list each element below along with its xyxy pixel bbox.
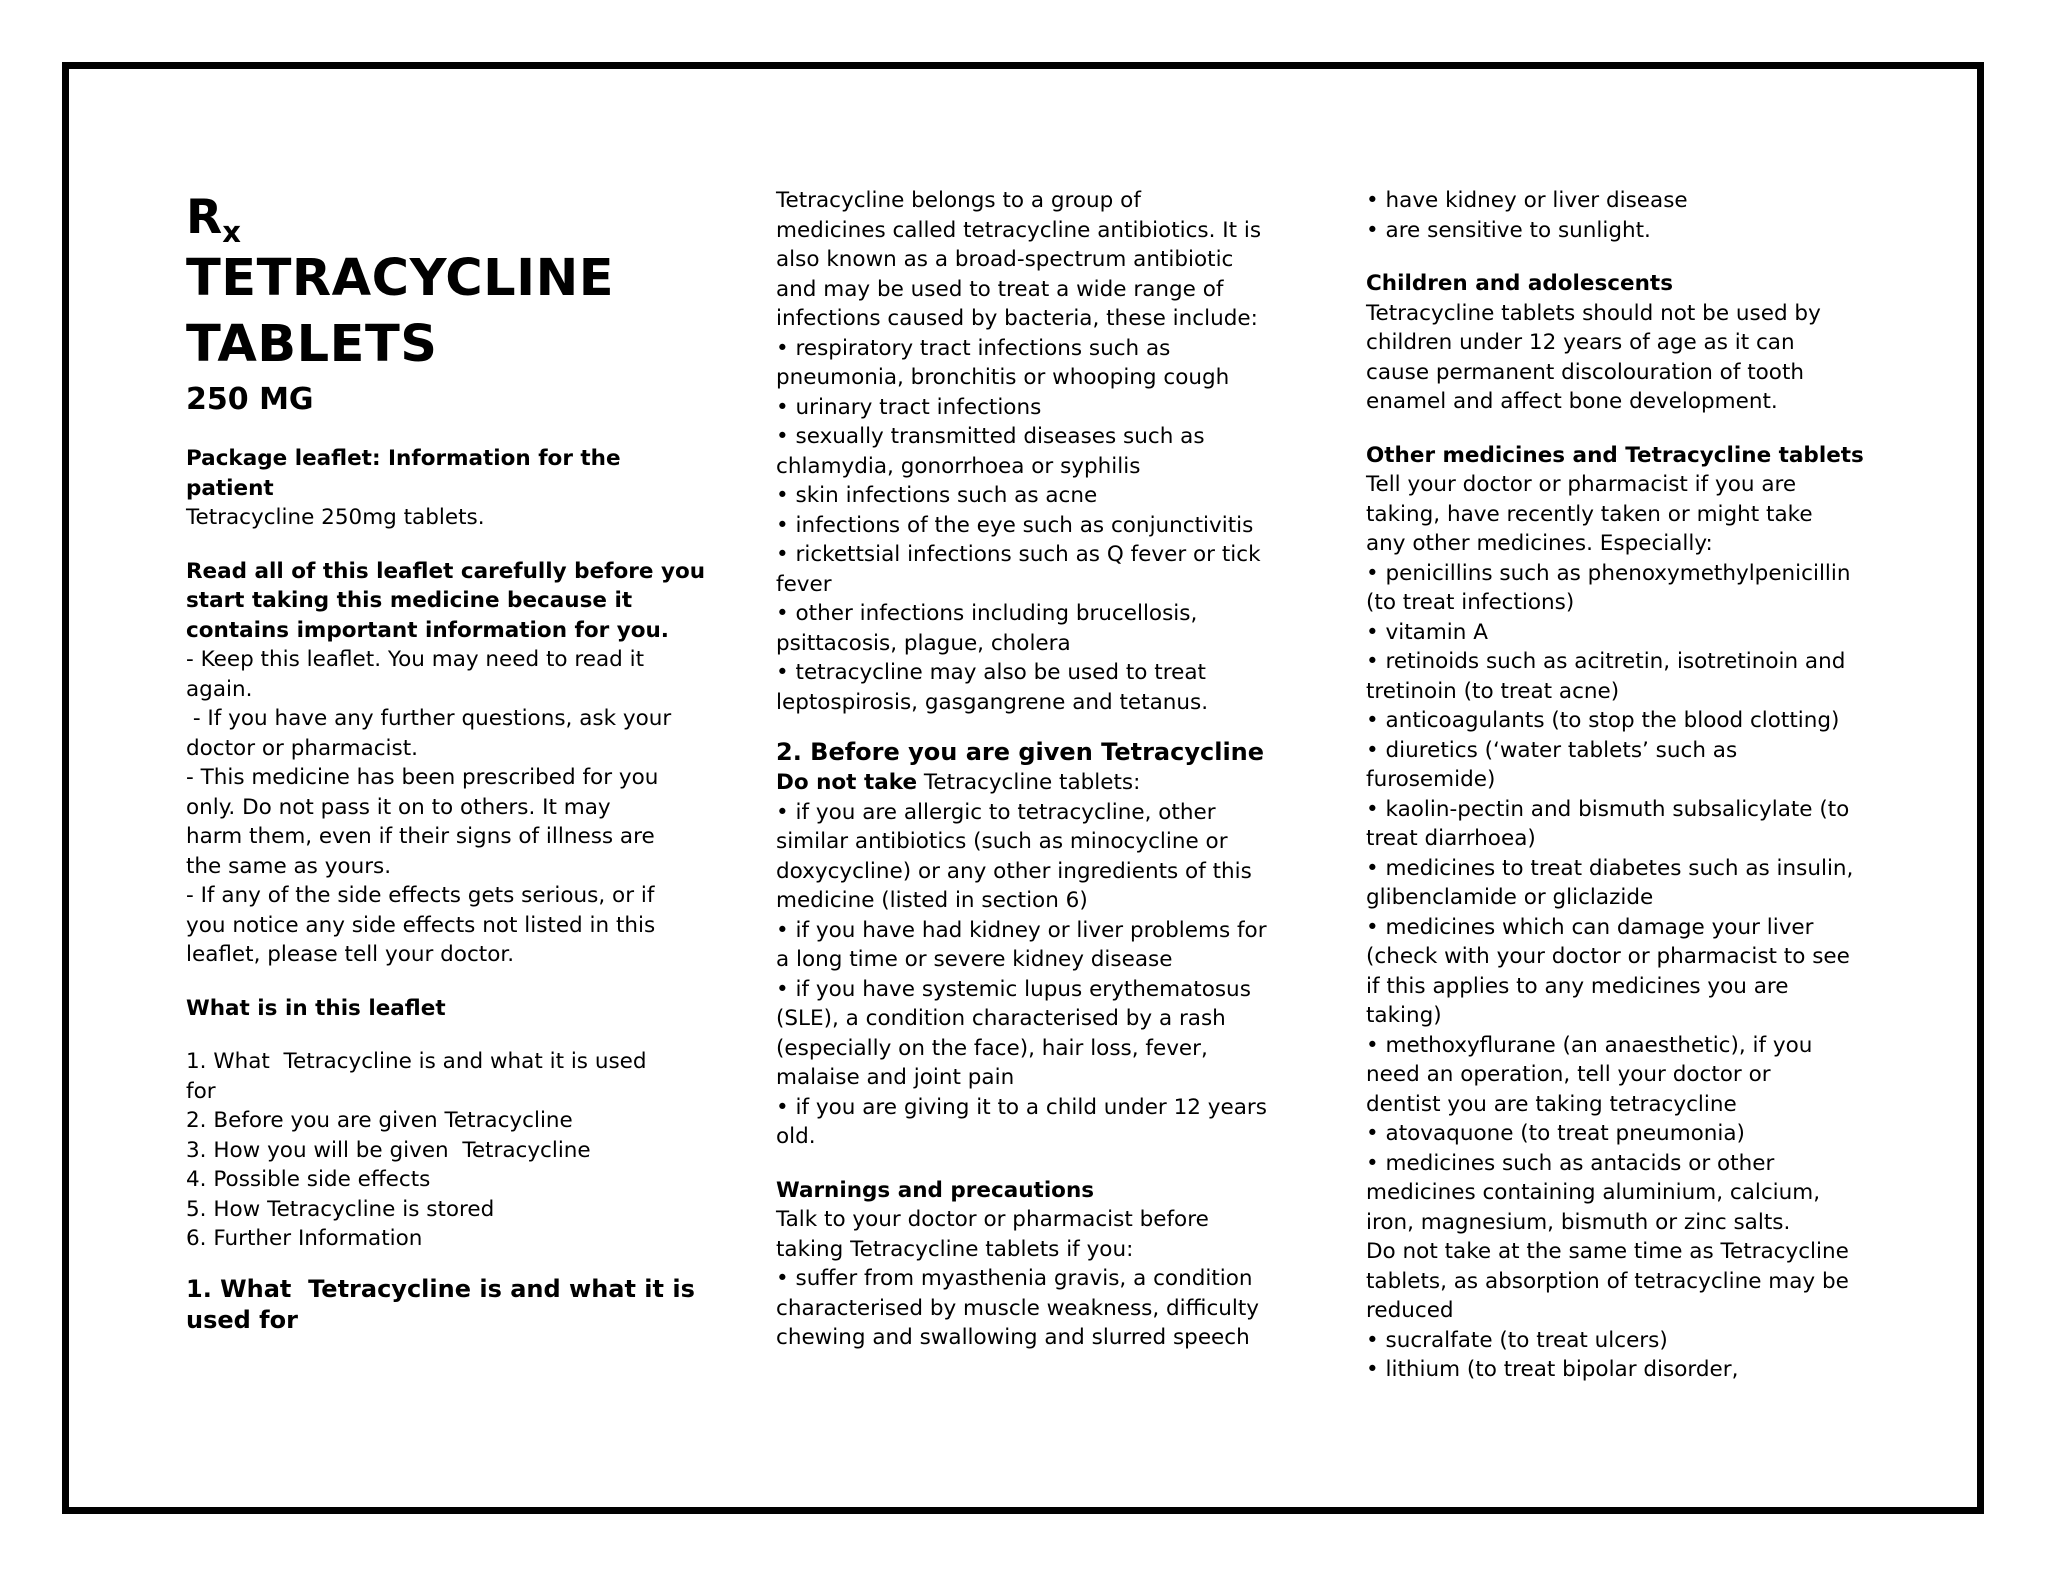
rx-r: R	[186, 190, 223, 245]
read-leaflet-line: - If you have any further questions, ask your	[186, 706, 672, 731]
read-leaflet-line: - Keep this leaflet. You may need to read it	[186, 647, 645, 672]
do-not-take-line: medicine (listed in section 6)	[776, 888, 1088, 913]
other-medicines-line: tretinoin (to treat acne)	[1366, 678, 1620, 704]
section-1-line: psittacosis, plague, cholera	[776, 630, 1071, 656]
contents-item: for	[186, 1078, 216, 1104]
section-1-line: fever	[776, 571, 832, 597]
product-strength: 250 MG	[186, 382, 314, 417]
other-medicines-line: need an operation, tell your doctor or	[1366, 1062, 1771, 1087]
read-leaflet-line: harm them, even if their signs of illness are	[186, 824, 655, 849]
other-medicines-line: medicines containing aluminium, calcium,	[1366, 1180, 1821, 1205]
section-1-heading: 1. What Tetracycline is and what it is	[186, 1274, 695, 1303]
do-not-take-line: similar antibiotics (such as minocycline or	[776, 829, 1228, 854]
contents-heading: What is in this leaflet	[186, 995, 446, 1021]
other-medicines-line: reduced	[1366, 1298, 1454, 1323]
do-not-take-line: a long time or severe kidney disease	[776, 947, 1173, 972]
read-leaflet-heading: contains important information for you.	[186, 617, 669, 643]
section-1-line: • sexually transmitted diseases such as	[776, 424, 1205, 449]
section-1-line: and may be used to treat a wide range of	[776, 276, 1224, 302]
do-not-take-line: • if you have systemic lupus erythematosus	[776, 976, 1251, 1002]
read-leaflet-line: leaflet, please tell your doctor.	[186, 942, 515, 967]
contents-item: 3. How you will be given Tetracycline	[186, 1137, 591, 1163]
do-not-take-line: (especially on the face), hair loss, fever,	[776, 1035, 1208, 1061]
children-line: cause permanent discolouration of tooth	[1366, 359, 1805, 385]
rx-symbol	[186, 190, 696, 249]
do-not-take-text: Tetracycline tablets:	[917, 770, 1141, 795]
contents-item: 1. What Tetracycline is and what it is used	[186, 1049, 647, 1074]
section-1-line: • skin infections such as acne	[776, 483, 1098, 508]
do-not-take-line: (SLE), a condition characterised by a rash	[776, 1006, 1226, 1031]
other-medicines-line: taking)	[1366, 1003, 1442, 1028]
warnings-line: • have kidney or liver disease	[1366, 188, 1688, 213]
do-not-take-line: malaise and joint pain	[776, 1065, 1015, 1090]
other-medicines-line: Tell your doctor or pharmacist if you are	[1366, 472, 1797, 497]
section-1-line: • urinary tract infections	[776, 394, 1042, 420]
children-heading: Children and adolescents	[1366, 271, 1674, 296]
read-leaflet-line: - If any of the side effects gets serious, or if	[186, 883, 655, 908]
other-medicines-line: • kaolin-pectin and bismuth subsalicylate (to	[1366, 796, 1850, 822]
other-medicines-line: • medicines which can damage your liver	[1366, 914, 1814, 940]
warnings-line: • are sensitive to sunlight.	[1366, 217, 1651, 243]
read-leaflet-line: doctor or pharmacist.	[186, 735, 418, 761]
column-2	[776, 186, 1296, 1353]
package-leaflet-text: Tetracycline 250mg tablets.	[186, 505, 485, 530]
do-not-take-line: • if you are giving it to a child under 12 years	[776, 1094, 1267, 1120]
other-medicines-line: dentist you are taking tetracycline	[1366, 1091, 1737, 1117]
do-not-take-line: doxycycline) or any other ingredients of this	[776, 858, 1252, 884]
read-leaflet-line: you notice any side effects not listed in this	[186, 912, 656, 938]
other-medicines-line: furosemide)	[1366, 767, 1496, 792]
other-medicines-line: glibenclamide or gliclazide	[1366, 885, 1654, 910]
section-1-heading-cont: used for	[186, 1305, 298, 1334]
section-1-line: • tetracycline may also be used to treat	[776, 660, 1206, 685]
warnings-line: • suffer from myasthenia gravis, a condition	[776, 1266, 1253, 1291]
children-line: children under 12 years of age as it can	[1366, 330, 1795, 355]
do-not-take-line: old.	[776, 1124, 816, 1149]
warnings-heading: Warnings and precautions	[776, 1177, 1095, 1203]
other-medicines-line: (check with your doctor or pharmacist to see	[1366, 944, 1850, 969]
section-1-line: chlamydia, gonorrhoea or syphilis	[776, 453, 1141, 479]
product-title-line-1: TETRACYCLINE	[186, 249, 615, 308]
other-medicines-line: • atovaquone (to treat pneumonia)	[1366, 1121, 1745, 1146]
rx-x: x	[222, 215, 241, 249]
contents-item: 5. How Tetracycline is stored	[186, 1196, 495, 1222]
product-title-line-2: TABLETS	[186, 315, 438, 374]
section-1-line: • infections of the eye such as conjunctivitis	[776, 512, 1254, 538]
read-leaflet-heading: start taking this medicine because it	[186, 588, 633, 613]
section-1-line: medicines called tetracycline antibiotics. It is	[776, 217, 1262, 243]
section-1-line: • respiratory tract infections such as	[776, 335, 1171, 361]
section-1-line: infections caused by bacteria, these include:	[776, 306, 1258, 331]
read-leaflet-heading: Read all of this leaflet carefully before you	[186, 558, 706, 584]
section-1-line: also known as a broad-spectrum antibiotic	[776, 247, 1234, 272]
warnings-line: chewing and swallowing and slurred speech	[776, 1325, 1250, 1350]
warnings-line: Talk to your doctor or pharmacist before	[776, 1207, 1209, 1232]
read-leaflet-line: - This medicine has been prescribed for you	[186, 765, 659, 790]
other-medicines-line: (to treat infections)	[1366, 590, 1575, 615]
contents-item: 4. Possible side effects	[186, 1167, 431, 1192]
other-medicines-line: • vitamin A	[1366, 619, 1488, 645]
other-medicines-line: • retinoids such as acitretin, isotretinoin and	[1366, 649, 1846, 674]
other-medicines-line: • penicillins such as phenoxymethylpenicillin	[1366, 560, 1851, 586]
other-medicines-line: • anticoagulants (to stop the blood clotting)	[1366, 708, 1840, 733]
section-1-line: pneumonia, bronchitis or whooping cough	[776, 365, 1230, 390]
contents-item: 2. Before you are given Tetracycline	[186, 1108, 573, 1133]
other-medicines-line: • sucralfate (to treat ulcers)	[1366, 1327, 1668, 1353]
other-medicines-line: • lithium (to treat bipolar disorder,	[1366, 1357, 1739, 1382]
warnings-line: characterised by muscle weakness, difficulty	[776, 1295, 1260, 1321]
column-3	[1366, 186, 1886, 1385]
section-1-line: • rickettsial infections such as Q fever or tick	[776, 542, 1261, 567]
do-not-take-line: • if you are allergic to tetracycline, other	[776, 799, 1216, 825]
package-leaflet-heading: Package leaflet: Information for the	[186, 446, 621, 471]
children-line: Tetracycline tablets should not be used by	[1366, 300, 1821, 326]
other-medicines-heading: Other medicines and Tetracycline tablets	[1366, 442, 1864, 468]
warnings-line: taking Tetracycline tablets if you:	[776, 1236, 1134, 1262]
section-2-heading: 2. Before you are given Tetracycline	[776, 738, 1265, 766]
package-leaflet-heading-cont: patient	[186, 475, 274, 501]
read-leaflet-line: the same as yours.	[186, 853, 392, 879]
section-1-line: • other infections including brucellosis,	[776, 601, 1198, 626]
other-medicines-line: treat diarrhoea)	[1366, 826, 1536, 851]
do-not-take-intro	[776, 768, 1296, 798]
other-medicines-line: • medicines such as antacids or other	[1366, 1150, 1775, 1176]
column-1	[186, 186, 706, 1336]
other-medicines-line: • medicines to treat diabetes such as insulin,	[1366, 855, 1854, 881]
read-leaflet-line: only. Do not pass it on to others. It may	[186, 794, 611, 820]
other-medicines-line: tablets, as absorption of tetracycline may be	[1366, 1268, 1849, 1294]
do-not-take-line: • if you have had kidney or liver problems for	[776, 917, 1267, 943]
other-medicines-line: • diuretics (‘water tablets’ such as	[1366, 737, 1738, 763]
read-leaflet-line: again.	[186, 676, 253, 702]
section-1-line: Tetracycline belongs to a group of	[776, 188, 1141, 213]
other-medicines-line: taking, have recently taken or might take	[1366, 501, 1813, 527]
children-line: enamel and affect bone development.	[1366, 389, 1778, 414]
section-1-line: leptospirosis, gasgangrene and tetanus.	[776, 689, 1209, 715]
other-medicines-line: • methoxyflurane (an anaesthetic), if you	[1366, 1032, 1813, 1058]
do-not-take-label: Do not take	[776, 770, 918, 795]
other-medicines-line: Do not take at the same time as Tetracycline	[1366, 1239, 1849, 1264]
other-medicines-line: iron, magnesium, bismuth or zinc salts.	[1366, 1209, 1791, 1235]
contents-item: 6. Further Information	[186, 1226, 423, 1251]
other-medicines-line: if this applies to any medicines you are	[1366, 973, 1789, 999]
other-medicines-line: any other medicines. Especially:	[1366, 531, 1713, 556]
